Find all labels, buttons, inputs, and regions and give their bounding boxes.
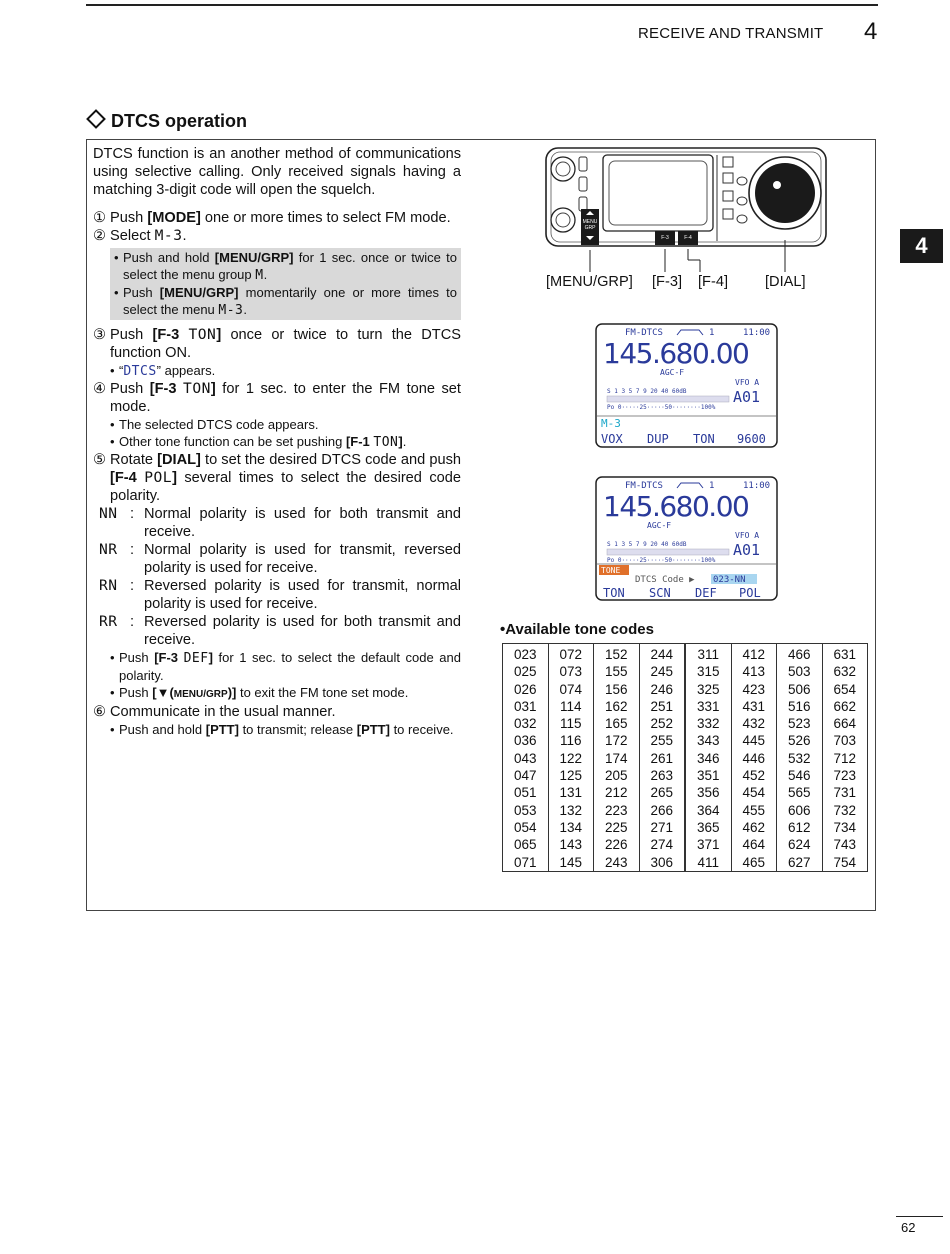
table-row bbox=[503, 732, 868, 749]
time-text: 11:00 bbox=[743, 481, 771, 491]
lcd-text: TON bbox=[183, 380, 211, 397]
text: Push bbox=[119, 650, 155, 665]
callout-menu-grp: [MENU/GRP] bbox=[546, 274, 633, 290]
table-cell: 351 bbox=[685, 767, 731, 784]
s-meter-scale: S 1 3 5 7 9 20 40 60dB bbox=[607, 388, 687, 395]
sub-bullet: • The selected DTCS code appears. bbox=[110, 417, 319, 432]
table-row bbox=[503, 802, 868, 819]
table-row bbox=[503, 784, 868, 801]
label: F-4 bbox=[684, 235, 692, 241]
table-cell: 306 bbox=[639, 854, 685, 872]
table-cell: 506 bbox=[777, 681, 823, 698]
table-cell: 205 bbox=[594, 767, 640, 784]
table-cell: 143 bbox=[548, 836, 594, 853]
time-text: 11:00 bbox=[743, 328, 771, 338]
key-menu-grp: [MENU/GRP] bbox=[214, 250, 294, 265]
text: Other tone function can be set pushing bbox=[119, 434, 346, 449]
polarity-text: Normal polarity is used for both transmit and receive. bbox=[144, 506, 461, 540]
frequency-display: 145.680.00 bbox=[603, 337, 749, 370]
note-box bbox=[110, 248, 461, 320]
table-cell: 073 bbox=[548, 663, 594, 680]
table-cell: 074 bbox=[548, 681, 594, 698]
table-cell: 225 bbox=[594, 819, 640, 836]
table-cell: 516 bbox=[777, 698, 823, 715]
step-number: ② bbox=[93, 228, 107, 244]
table-cell: 732 bbox=[822, 802, 868, 819]
softkey-label: SCN bbox=[649, 586, 671, 600]
table-cell: 311 bbox=[685, 644, 731, 664]
text: to set the desired DTCS code and push bbox=[200, 452, 461, 468]
text: Push and hold bbox=[123, 250, 215, 265]
table-cell: 252 bbox=[639, 715, 685, 732]
table-cell: 734 bbox=[822, 819, 868, 836]
knob-icon bbox=[551, 157, 575, 181]
table-cell: 325 bbox=[685, 681, 731, 698]
table-cell: 116 bbox=[548, 732, 594, 749]
sub-bullet: • Push and hold [PTT] to transmit; release [PTT] to receive. bbox=[110, 722, 454, 737]
radio-front-panel-illustration bbox=[545, 147, 828, 249]
table-cell: 343 bbox=[685, 732, 731, 749]
text: one or more times to select FM mode. bbox=[200, 210, 451, 226]
text: for 1 sec. to enter the FM tone set mode. bbox=[110, 381, 461, 415]
memory-channel: A01 bbox=[733, 541, 761, 559]
text: Select bbox=[110, 228, 155, 244]
polarity-code: RR bbox=[99, 613, 118, 630]
table-cell: 156 bbox=[594, 681, 640, 698]
text: The selected DTCS code appears. bbox=[119, 417, 319, 432]
table-cell: 331 bbox=[685, 698, 731, 715]
table-cell: 274 bbox=[639, 836, 685, 853]
table-cell: 132 bbox=[548, 802, 594, 819]
step-4 bbox=[93, 380, 461, 416]
table-row bbox=[503, 715, 868, 732]
table-cell: 523 bbox=[777, 715, 823, 732]
text: for 1 sec. to select the default code and polarity. bbox=[119, 650, 461, 683]
table-cell: 032 bbox=[503, 715, 549, 732]
bracket: ] bbox=[210, 381, 216, 397]
polarity-rr: RR : Reversed polarity is used for both transmit and receive. bbox=[99, 613, 461, 648]
table-cell: 365 bbox=[685, 819, 731, 836]
table-cell: 565 bbox=[777, 784, 823, 801]
lcd-text: DEF bbox=[183, 651, 209, 666]
table-row bbox=[503, 836, 868, 853]
channel-text: 1 bbox=[709, 328, 715, 338]
table-cell: 261 bbox=[639, 750, 685, 767]
text: Push bbox=[119, 685, 153, 700]
tone-tag: TONE bbox=[601, 566, 621, 575]
table-cell: 051 bbox=[503, 784, 549, 801]
lcd-text: TON bbox=[373, 435, 399, 450]
key-f4: [F-4 bbox=[110, 470, 145, 486]
key-ptt: [PTT] bbox=[205, 722, 239, 737]
text: . bbox=[263, 267, 268, 282]
table-cell: 255 bbox=[639, 732, 685, 749]
agc-text: AGC-F bbox=[660, 368, 685, 377]
table-cell: 703 bbox=[822, 732, 868, 749]
table-cell: 664 bbox=[822, 715, 868, 732]
running-head: RECEIVE AND TRANSMIT bbox=[638, 25, 824, 42]
table-cell: 053 bbox=[503, 802, 549, 819]
sub-bullet: • Other tone function can be set pushing [F-1 TON]. bbox=[110, 434, 407, 450]
table-cell: 754 bbox=[822, 854, 868, 872]
table-row bbox=[503, 854, 868, 872]
sub-bullet: • Push [F-3 DEF] for 1 sec. to select the default code and polarity. bbox=[110, 650, 461, 683]
table-cell: 503 bbox=[777, 663, 823, 680]
table-cell: 271 bbox=[639, 819, 685, 836]
table-cell: 251 bbox=[639, 698, 685, 715]
bracket: )] bbox=[227, 685, 237, 700]
step-number: ⑤ bbox=[93, 452, 107, 468]
text: once or twice to turn the DTCS function ON. bbox=[110, 327, 461, 361]
step-6 bbox=[93, 703, 461, 721]
lcd-text: M-3 bbox=[218, 303, 244, 318]
table-cell: 054 bbox=[503, 819, 549, 836]
channel-text: 1 bbox=[709, 481, 715, 491]
key-down: [▼( bbox=[152, 685, 174, 700]
table-cell: 212 bbox=[594, 784, 640, 801]
table-cell: 464 bbox=[731, 836, 777, 853]
table-row bbox=[503, 663, 868, 680]
text: . bbox=[243, 302, 247, 317]
table-cell: 315 bbox=[685, 663, 731, 680]
table-cell: 122 bbox=[548, 750, 594, 767]
chapter-tab: 4 bbox=[900, 229, 943, 263]
s-meter-scale: S 1 3 5 7 9 20 40 60dB bbox=[607, 541, 687, 548]
text: several times to select the desired code polarity. bbox=[110, 470, 462, 504]
key-menu-grp: [MENU/GRP] bbox=[159, 285, 239, 300]
table-cell: 455 bbox=[731, 802, 777, 819]
agc-text: AGC-F bbox=[647, 521, 672, 530]
step-number: ③ bbox=[93, 327, 107, 343]
table-cell: 411 bbox=[685, 854, 731, 872]
softkey-label: DUP bbox=[647, 432, 669, 446]
footer-rule bbox=[896, 1216, 943, 1217]
key-ptt: [PTT] bbox=[356, 722, 390, 737]
text: momentarily one or more times to select the menu bbox=[123, 285, 458, 317]
table-cell: 071 bbox=[503, 854, 549, 872]
table-row bbox=[503, 681, 868, 698]
table-cell: 445 bbox=[731, 732, 777, 749]
table-cell: 263 bbox=[639, 767, 685, 784]
table-cell: 446 bbox=[731, 750, 777, 767]
table-cell: 432 bbox=[731, 715, 777, 732]
code-label: DTCS Code ▶ bbox=[635, 575, 695, 585]
polarity-code: NN bbox=[99, 505, 118, 522]
lcd-text: M bbox=[255, 268, 264, 283]
table-cell: 624 bbox=[777, 836, 823, 853]
step-5 bbox=[93, 451, 461, 505]
softkey-label: TON bbox=[693, 432, 715, 446]
lcd-text: POL bbox=[144, 469, 173, 486]
table-cell: 654 bbox=[822, 681, 868, 698]
step-1 bbox=[93, 209, 461, 227]
table-cell: 152 bbox=[594, 644, 640, 664]
title-text: Available tone codes bbox=[505, 621, 654, 638]
memory-channel: A01 bbox=[733, 388, 761, 406]
table-cell: 036 bbox=[503, 732, 549, 749]
key-f3: [F-3 bbox=[152, 327, 189, 343]
table-cell: 546 bbox=[777, 767, 823, 784]
key-f1: [F-1 bbox=[345, 434, 374, 449]
table-cell: 265 bbox=[639, 784, 685, 801]
table-cell: 223 bbox=[594, 802, 640, 819]
table-cell: 174 bbox=[594, 750, 640, 767]
table-cell: 026 bbox=[503, 681, 549, 698]
table-cell: 114 bbox=[548, 698, 594, 715]
table-cell: 412 bbox=[731, 644, 777, 664]
table-cell: 632 bbox=[822, 663, 868, 680]
table-cell: 243 bbox=[594, 854, 640, 872]
table-cell: 023 bbox=[503, 644, 549, 664]
table-cell: 072 bbox=[548, 644, 594, 664]
table-cell: 431 bbox=[731, 698, 777, 715]
table-cell: 364 bbox=[685, 802, 731, 819]
code-value: 023-NN bbox=[713, 575, 746, 585]
table-cell: 743 bbox=[822, 836, 868, 853]
table-cell: 423 bbox=[731, 681, 777, 698]
table-cell: 065 bbox=[503, 836, 549, 853]
table-cell: 145 bbox=[548, 854, 594, 872]
table-cell: 134 bbox=[548, 819, 594, 836]
text: “ bbox=[119, 363, 124, 378]
table-row bbox=[503, 750, 868, 767]
table-cell: 155 bbox=[594, 663, 640, 680]
table-cell: 332 bbox=[685, 715, 731, 732]
table-cell: 246 bbox=[639, 681, 685, 698]
sub-bullet: • Push [MENU/GRP] momentarily one or more times to select the menu M-3. bbox=[114, 285, 458, 318]
page-number: 62 bbox=[901, 1220, 916, 1235]
section-title bbox=[86, 111, 247, 132]
table-cell: 532 bbox=[777, 750, 823, 767]
text: Push bbox=[110, 210, 148, 226]
table-cell: 413 bbox=[731, 663, 777, 680]
sub-bullet: • Push [▼(MENU/GRP)] to exit the FM tone set mode. bbox=[110, 685, 409, 700]
text: ” appears. bbox=[156, 363, 216, 378]
key-f3: [F-3 bbox=[149, 381, 184, 397]
table-cell: 172 bbox=[594, 732, 640, 749]
callout-f4: [F-4] bbox=[698, 274, 728, 290]
polarity-text: Normal polarity is used for transmit, reversed polarity is used for receive. bbox=[144, 542, 461, 576]
vfo-text: VFO A bbox=[735, 378, 760, 387]
step-number: ④ bbox=[93, 381, 107, 397]
table-cell: 131 bbox=[548, 784, 594, 801]
table-cell: 454 bbox=[731, 784, 777, 801]
table-row bbox=[503, 644, 868, 664]
table-row bbox=[503, 698, 868, 715]
softkey-label: 9600 bbox=[737, 432, 766, 446]
table-cell: 462 bbox=[731, 819, 777, 836]
header-rule bbox=[86, 4, 878, 6]
table-cell: 465 bbox=[731, 854, 777, 872]
intro-paragraph: DTCS function is an another method of communications using selective calling. Only received signals having a matching 3-digit code will open the squelch. bbox=[93, 146, 461, 198]
chapter-number: 4 bbox=[864, 18, 878, 45]
softkey-label: TON bbox=[603, 586, 625, 600]
sub-bullet: • Push and hold [MENU/GRP] for 1 sec. once or twice to select the menu group M. bbox=[114, 250, 458, 283]
table-cell: 226 bbox=[594, 836, 640, 853]
tone-codes-title: •Available tone codes bbox=[500, 621, 654, 638]
callout-lines bbox=[545, 240, 828, 276]
table-cell: 165 bbox=[594, 715, 640, 732]
mode-text: FM-DTCS bbox=[625, 481, 663, 491]
text: to transmit; release bbox=[238, 722, 357, 737]
text: Push bbox=[123, 285, 160, 300]
text: Push and hold bbox=[119, 722, 206, 737]
step-2 bbox=[93, 227, 461, 245]
text: Communicate in the usual manner. bbox=[110, 704, 336, 720]
step-3 bbox=[93, 326, 461, 362]
text: Rotate bbox=[110, 452, 158, 468]
knob-icon bbox=[551, 208, 575, 232]
table-cell: 631 bbox=[822, 644, 868, 664]
label: F-3 bbox=[661, 235, 669, 241]
table-cell: 245 bbox=[639, 663, 685, 680]
tone-codes-table bbox=[502, 643, 868, 872]
table-cell: 047 bbox=[503, 767, 549, 784]
lcd-text: M-3 bbox=[154, 227, 183, 244]
table-cell: 612 bbox=[777, 819, 823, 836]
softkey-label: VOX bbox=[601, 432, 623, 446]
key-dial: [DIAL] bbox=[157, 452, 201, 468]
table-cell: 266 bbox=[639, 802, 685, 819]
table-cell: 043 bbox=[503, 750, 549, 767]
po-meter-scale: Po 0·····25·····50········100% bbox=[607, 404, 716, 411]
table-cell: 662 bbox=[822, 698, 868, 715]
lcd-screen-menu bbox=[595, 323, 778, 448]
bracket: ] bbox=[398, 434, 403, 449]
step-number: ⑥ bbox=[93, 704, 107, 720]
table-cell: 627 bbox=[777, 854, 823, 872]
key-f3: [F-3 bbox=[154, 650, 184, 665]
table-row bbox=[503, 767, 868, 784]
label: GRP bbox=[584, 225, 596, 231]
po-meter-scale: Po 0·····25·····50········100% bbox=[607, 557, 716, 564]
frequency-display: 145.680.00 bbox=[603, 490, 749, 523]
polarity-rn: RN : Reversed polarity is used for transmit, normal polarity is used for receive. bbox=[99, 577, 461, 612]
polarity-code: NR bbox=[99, 541, 118, 558]
mode-text: FM-DTCS bbox=[625, 328, 663, 338]
polarity-nr: NR : Normal polarity is used for transmit, reversed polarity is used for receive. bbox=[99, 541, 461, 576]
key-mode: [MODE] bbox=[147, 210, 201, 226]
table-cell: 244 bbox=[639, 644, 685, 664]
table-cell: 125 bbox=[548, 767, 594, 784]
table-cell: 526 bbox=[777, 732, 823, 749]
table-cell: 723 bbox=[822, 767, 868, 784]
table-cell: 162 bbox=[594, 698, 640, 715]
callout-dial: [DIAL] bbox=[765, 274, 806, 290]
table-cell: 452 bbox=[731, 767, 777, 784]
lcd-text: DTCS bbox=[123, 364, 157, 379]
text: . bbox=[182, 228, 187, 244]
text: for 1 sec. once or twice to select the menu group bbox=[123, 250, 458, 282]
bracket: ] bbox=[208, 650, 213, 665]
softkey-label: DEF bbox=[695, 586, 717, 600]
bracket: ] bbox=[172, 470, 177, 486]
text: Push bbox=[110, 327, 153, 343]
table-cell: 115 bbox=[548, 715, 594, 732]
bracket: ] bbox=[216, 327, 222, 343]
table-row bbox=[503, 819, 868, 836]
table-cell: 371 bbox=[685, 836, 731, 853]
key-menu-grp-small: MENU/GRP bbox=[173, 689, 228, 700]
sub-bullet: • “DTCS” appears. bbox=[110, 363, 216, 379]
section-title-text: DTCS operation bbox=[111, 111, 248, 131]
polarity-text: Reversed polarity is used for both transmit and receive. bbox=[144, 614, 461, 648]
table-cell: 466 bbox=[777, 644, 823, 664]
step-number: ① bbox=[93, 210, 107, 226]
softkey-label: POL bbox=[739, 586, 761, 600]
table-cell: 025 bbox=[503, 663, 549, 680]
table-cell: 712 bbox=[822, 750, 868, 767]
lcd-screen-tone-set bbox=[595, 476, 778, 601]
text: to receive. bbox=[389, 722, 454, 737]
table-cell: 731 bbox=[822, 784, 868, 801]
table-cell: 356 bbox=[685, 784, 731, 801]
instructions bbox=[93, 145, 461, 738]
table-cell: 031 bbox=[503, 698, 549, 715]
polarity-nn: NN : Normal polarity is used for both transmit and receive. bbox=[99, 505, 461, 540]
text: to exit the FM tone set mode. bbox=[236, 685, 409, 700]
diamond-icon bbox=[86, 109, 106, 129]
polarity-text: Reversed polarity is used for transmit, normal polarity is used for receive. bbox=[144, 578, 461, 612]
vfo-text: VFO A bbox=[735, 531, 760, 540]
table-cell: 606 bbox=[777, 802, 823, 819]
table-cell: 346 bbox=[685, 750, 731, 767]
text: Push bbox=[110, 381, 150, 397]
menu-indicator: M-3 bbox=[601, 417, 621, 430]
lcd-text: TON bbox=[188, 326, 217, 343]
text: . bbox=[402, 434, 407, 449]
polarity-code: RN bbox=[99, 577, 118, 594]
callout-f3: [F-3] bbox=[652, 274, 682, 290]
label: MENU bbox=[582, 219, 598, 225]
